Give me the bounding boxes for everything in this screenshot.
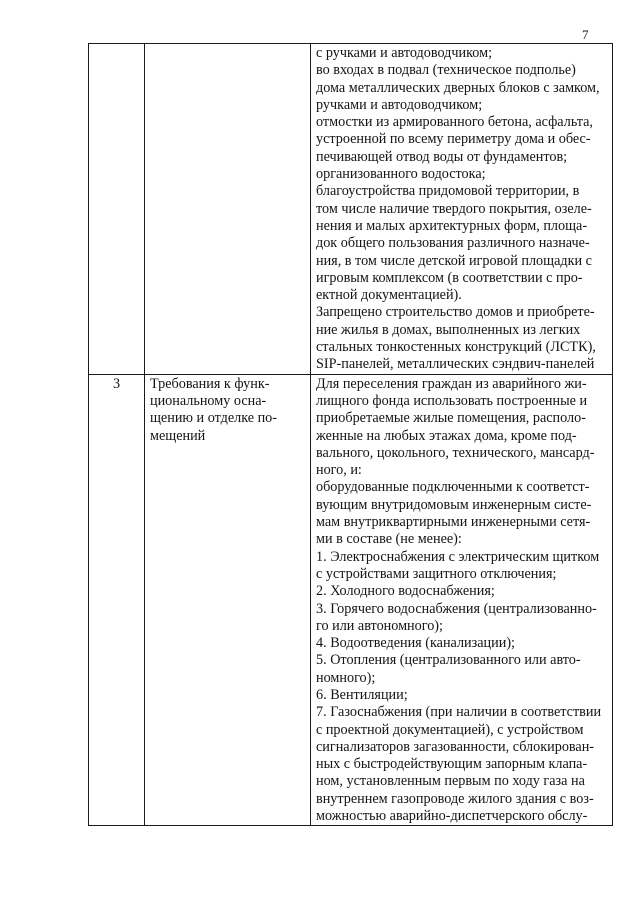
description-cell bbox=[311, 44, 613, 375]
description-line: ручками и автодоводчиком; bbox=[316, 96, 483, 113]
requirement-line: щению и отделке по- bbox=[150, 410, 278, 427]
page-number: 7 bbox=[582, 27, 589, 42]
description-line: 2. Холодного водоснабжения; bbox=[316, 583, 495, 600]
description-line: во входах в подвал (техническое подполье) bbox=[316, 62, 576, 79]
description-cell bbox=[311, 374, 613, 826]
description-line: SIP-панелей, металлических сэндвич-панелей bbox=[316, 356, 595, 373]
description-line: устроенной по всему периметру дома и обес- bbox=[316, 131, 591, 148]
requirement-cell bbox=[145, 44, 311, 375]
requirements-table bbox=[88, 43, 613, 826]
description-line: го или автономного); bbox=[316, 617, 443, 634]
description-line: внутреннем газопроводе жилого здания с воз- bbox=[316, 790, 594, 807]
description-line: благоустройства придомовой территории, в bbox=[316, 183, 580, 200]
description-line: том числе наличие твердого покрытия, озеле- bbox=[316, 200, 592, 217]
description-line: можностью аварийно-диспетчерского обслу- bbox=[316, 808, 588, 825]
description-line: номного); bbox=[316, 669, 376, 686]
requirement-line: Требования к функ- bbox=[150, 375, 270, 392]
description-line: дома металлических дверных блоков с замком, bbox=[316, 79, 600, 96]
description-line: оборудованные подключенными к соответст- bbox=[316, 479, 590, 496]
description-line: ние жилья в домах, выполненных из легких bbox=[316, 321, 581, 338]
description-line: лищного фонда использовать построенные и bbox=[316, 392, 588, 409]
description-line: Запрещено строительство домов и приобрете- bbox=[316, 304, 595, 321]
description-line: игровым комплексом (в соответствии с про- bbox=[316, 269, 583, 286]
description-line: с ручками и автодоводчиком; bbox=[316, 45, 493, 61]
requirement-cell bbox=[145, 374, 311, 826]
description-line: 7. Газоснабжения (при наличии в соответствии bbox=[316, 704, 602, 721]
description-line: ного, и: bbox=[316, 462, 362, 479]
description-line: ми в составе (не менее): bbox=[316, 531, 462, 548]
description-line: 1. Электроснабжения с электрическим щитком bbox=[316, 548, 600, 565]
description-line: док общего пользования различного назначе- bbox=[316, 235, 590, 252]
description-line: с устройствами защитного отключения; bbox=[316, 565, 557, 582]
table-row bbox=[89, 374, 613, 826]
description-line: мам внутриквартирными инженерными сетя- bbox=[316, 514, 591, 531]
description-line: с проектной документацией), с устройством bbox=[316, 721, 584, 738]
description-line: ния, в том числе детской игровой площадки с bbox=[316, 252, 592, 269]
description-line: ных с быстродействующим запорным клапа- bbox=[316, 756, 588, 773]
row-number-cell: 3 bbox=[89, 374, 145, 826]
row-number-cell bbox=[89, 44, 145, 375]
description-line: 6. Вентиляции; bbox=[316, 686, 408, 703]
description-line: ном, установленным первым по ходу газа на bbox=[316, 773, 585, 790]
description-line: женные на любых этажах дома, кроме под- bbox=[316, 427, 577, 444]
description-line: организованного водостока; bbox=[316, 166, 486, 183]
description-line: сигнализаторов загазованности, сблокирован- bbox=[316, 738, 595, 755]
description-line: ектной документацией). bbox=[316, 287, 462, 304]
description-line: приобретаемые жилые помещения, располо- bbox=[316, 410, 586, 427]
description-line: нения и малых архитектурных форм, площа- bbox=[316, 217, 588, 234]
requirement-line: циональному осна- bbox=[150, 392, 267, 409]
description-line: 5. Отопления (централизованного или авто- bbox=[316, 652, 581, 669]
description-line: 4. Водоотведения (канализации); bbox=[316, 635, 515, 652]
requirement-line: мещений bbox=[150, 427, 206, 444]
description-line: 3. Горячего водоснабжения (централизованно- bbox=[316, 600, 597, 617]
description-line: вующим внутридомовым инженерным систе- bbox=[316, 496, 592, 513]
table-row bbox=[89, 44, 613, 375]
description-line: отмостки из армированного бетона, асфальта, bbox=[316, 114, 593, 131]
description-line: печивающей отвод воды от фундаментов; bbox=[316, 148, 568, 165]
description-line: вального, цокольного, технического, мансард- bbox=[316, 444, 595, 461]
description-line: стальных тонкостенных конструкций (ЛСТК), bbox=[316, 339, 596, 356]
description-line: Для переселения граждан из аварийного жи- bbox=[316, 375, 587, 392]
